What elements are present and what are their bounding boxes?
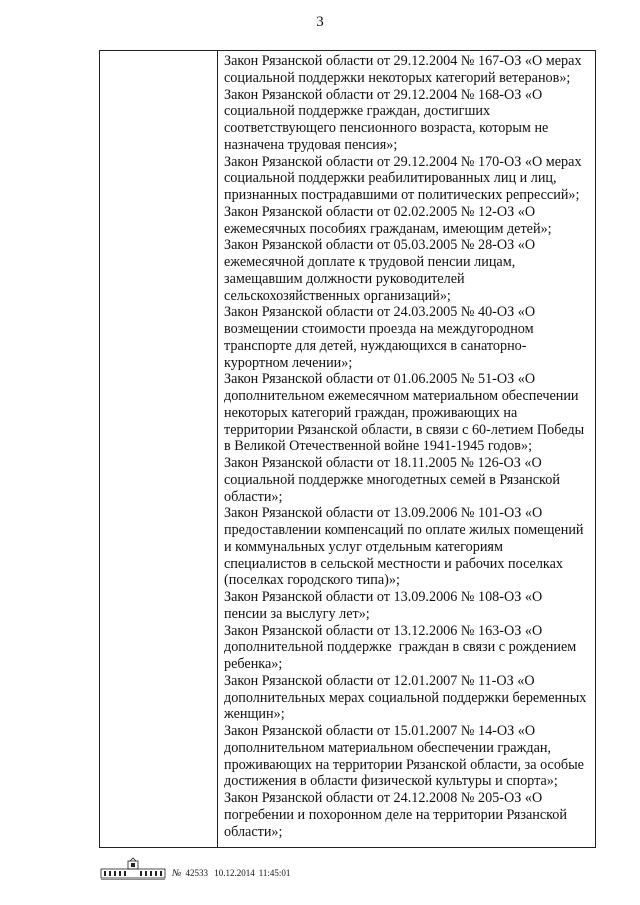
law-table: [99, 50, 596, 848]
law-entry-title-line: Закон Рязанской области от 24.12.2008 № 205-ОЗ «О: [224, 790, 543, 806]
law-entry-line: соответствующего пенсионного возраста, которым не: [224, 120, 549, 136]
document-time: 11:45:01: [258, 868, 291, 878]
law-entry-line: ежемесячной доплате к трудовой пенсии лицам,: [224, 254, 516, 270]
law-entry-line: пенсии за выслугу лет»;: [224, 605, 370, 622]
law-entry-line: ребенка»;: [224, 656, 283, 672]
law-entry-line: (поселках городского типа)»;: [224, 572, 400, 589]
law-entry-line: женщин»;: [224, 706, 285, 723]
law-entry-line: погребении и похоронном деле на территории Рязанской: [224, 806, 567, 823]
law-entry-title-line: Закон Рязанской области от 18.11.2005 № 126-ОЗ «О: [224, 455, 542, 471]
law-entry-line: дополнительных мерах социальной поддержки беременных: [224, 689, 587, 706]
law-entry-line: курортном лечении»;: [224, 354, 353, 371]
law-entry-title-line: Закон Рязанской области от 05.03.2005 № 28-ОЗ «О: [224, 237, 536, 254]
law-entry-line: территории Рязанской области, в связи с 60-летием Победы: [224, 421, 585, 438]
law-entry-title-line: Закон Рязанской области от 12.01.2007 № 11-ОЗ «О: [224, 672, 535, 689]
law-entry-line: замещавшим должности руководителей: [224, 270, 465, 287]
law-entry-line: специалистов в сельской местности и рабочих поселках: [224, 555, 563, 572]
document-registration: [172, 868, 294, 879]
law-entry-line: признанных пострадавшими от политических репрессий»;: [224, 187, 580, 203]
law-entry-line: области»;: [224, 488, 283, 505]
law-entry-line: дополнительном материальном обеспечении граждан,: [224, 739, 552, 756]
law-entry-title-line: Закон Рязанской области от 29.12.2004 № 170-ОЗ «О мерах: [224, 153, 582, 170]
law-entry-line: дополнительном ежемесячном материальном обеспечении: [224, 388, 579, 404]
law-entry-title-line: Закон Рязанской области от 29.12.2004 № 167-ОЗ «О мерах: [224, 53, 582, 69]
law-entry-title-line: Закон Рязанской области от 02.02.2005 № 12-ОЗ «О: [224, 203, 536, 220]
document-footer: [100, 857, 500, 883]
law-entry-line: ежемесячных пособиях гражданам, имеющим детей»;: [224, 220, 552, 237]
law-entry-line: достижения в области физической культуры и спорта»;: [224, 773, 558, 790]
law-entry-line: сельскохозяйственных организаций»;: [224, 287, 451, 304]
law-entry-line: социальной поддержки некоторых категорий ветеранов»;: [224, 69, 571, 86]
law-entry-line: социальной поддержке многодетных семей в Рязанской: [224, 471, 560, 488]
law-list: [224, 53, 589, 840]
law-entry-title-line: Закон Рязанской области от 13.09.2006 № 101-ОЗ «О: [224, 505, 543, 522]
law-entry-line: некоторых категорий граждан, проживающих на: [224, 404, 518, 421]
law-entry-line: в Великой Отечественной войне 1941-1945 годов»;: [224, 438, 533, 455]
law-entry-title-line: Закон Рязанской области от 13.12.2006 № 163-ОЗ «О: [224, 622, 543, 639]
page-number: 3: [316, 14, 324, 30]
law-entry-line: дополнительной поддержке граждан в связи с рождением: [224, 639, 577, 656]
government-building-stamp-icon: [100, 857, 166, 881]
law-entry-line: и коммунальных услуг отдельным категориям: [224, 538, 503, 555]
law-entry-line: области»;: [224, 823, 283, 840]
law-entry-title-line: Закон Рязанской области от 15.01.2007 № 14-ОЗ «О: [224, 723, 536, 739]
law-entry-line: социальной поддержке граждан, достигших: [224, 103, 491, 120]
law-entry-title-line: Закон Рязанской области от 01.06.2005 № 51-ОЗ «О: [224, 371, 536, 388]
law-entry-line: транспорте для детей, нуждающихся в санаторно-: [224, 337, 527, 354]
law-entry-line: проживающих на территории Рязанской области, за особые: [224, 756, 584, 773]
law-entry-line: предоставлении компенсаций по оплате жилых помещений: [224, 522, 584, 538]
law-entry-title-line: Закон Рязанской области от 13.09.2006 № 108-ОЗ «О: [224, 589, 543, 605]
column-divider: [217, 51, 218, 847]
law-entry-title-line: Закон Рязанской области от 29.12.2004 № 168-ОЗ «О: [224, 86, 543, 103]
law-entry-line: возмещении стоимости проезда на междугородном: [224, 321, 534, 337]
document-date: 10.12.2014: [214, 868, 255, 878]
law-entry-title-line: Закон Рязанской области от 24.03.2005 № 40-ОЗ «О: [224, 304, 536, 321]
law-entry-line: назначена трудовая пенсия»;: [224, 136, 398, 153]
number-sign: №: [172, 868, 182, 879]
document-number: 42533: [185, 868, 208, 878]
law-entry-line: социальной поддержки реабилитированных лиц и лиц,: [224, 170, 557, 187]
